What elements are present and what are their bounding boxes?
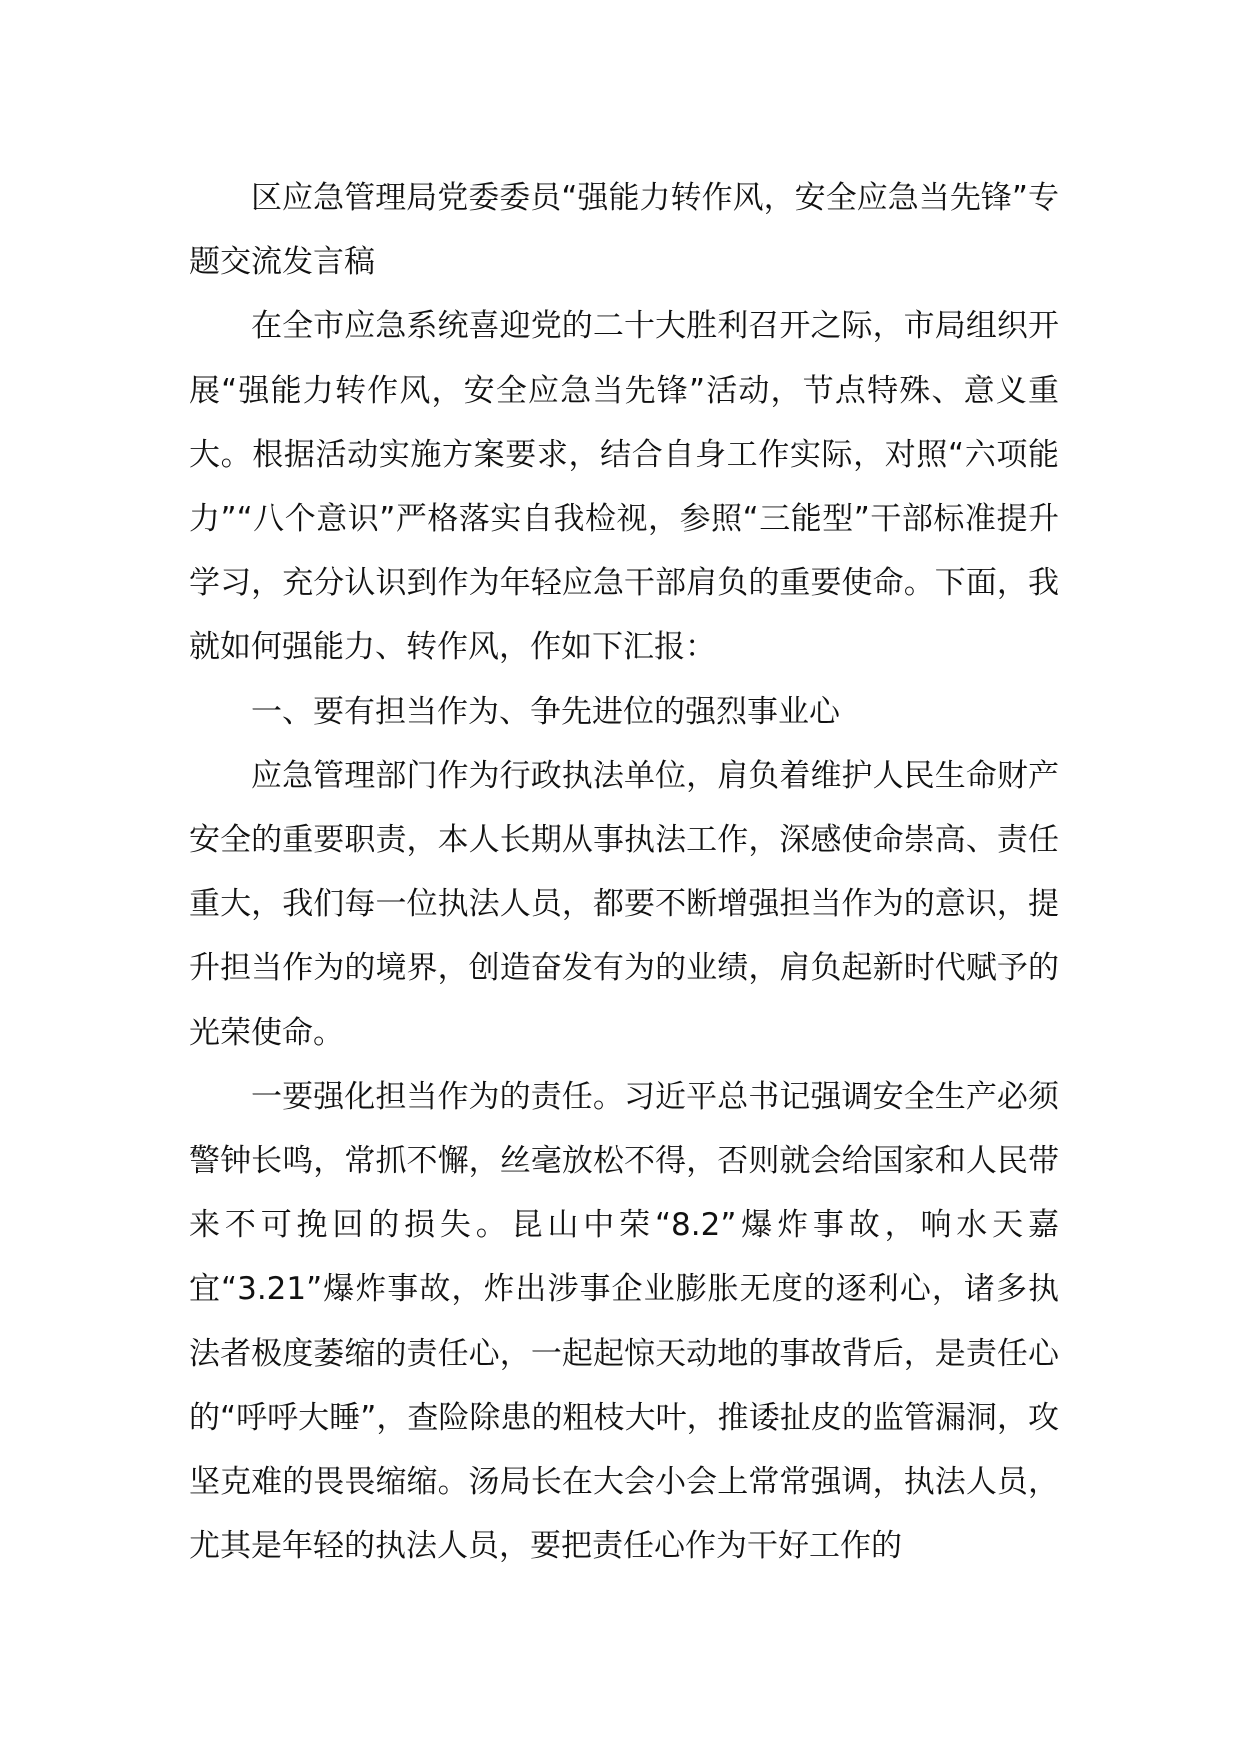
- document-page: [189, 166, 1059, 1578]
- paragraph-section-1-body: 应急管理部门作为行政执法单位，肩负着维护人民生命财产安全的重要职责，本人长期从事执法工作，深感使命崇高、责任重大，我们每一位执法人员，都要不断增强担当作为的意识，提升担当作为的境界，创造奋发有为的业绩，肩负起新时代赋予的光荣使命。: [189, 757, 1059, 1051]
- paragraph-intro: 在全市应急系统喜迎党的二十大胜利召开之际，市局组织开展“强能力转作风，安全应急当先锋”活动，节点特殊、意义重大。根据活动实施方案要求，结合自身工作实际，对照“六项能力”“八个意识”严格落实自我检视，参照“三能型”干部标准提升学习，充分认识到作为年轻应急干部肩负的重要使命。下面，我就如何强能力、转作风，作如下汇报：: [189, 308, 1059, 666]
- section-heading-1: 一、要有担当作为、争先进位的强烈事业心: [251, 693, 840, 730]
- paragraph-responsibility: 一要强化担当作为的责任。习近平总书记强调安全生产必须警钟长鸣，常抓不懈，丝毫放松不得，否则就会给国家和人民带来不可挽回的损失。昆山中荣“8.2”爆炸事故，响水天嘉宜“3.21”爆炸事故，炸出涉事企业膨胀无度的逐利心，诸多执法者极度萎缩的责任心，一起起惊天动地的事故背后，是责任心的“呼呼大睡”，查险除患的粗枝大叶，推诿扯皮的监管漏洞，攻坚克难的畏畏缩缩。汤局长在大会小会上常常强调，执法人员，尤其是年轻的执法人员，要把责任心作为干好工作的: [189, 1078, 1059, 1565]
- document-title: 区应急管理局党委委员“强能力转作风，安全应急当先锋”专题交流发言稿: [189, 180, 1059, 281]
